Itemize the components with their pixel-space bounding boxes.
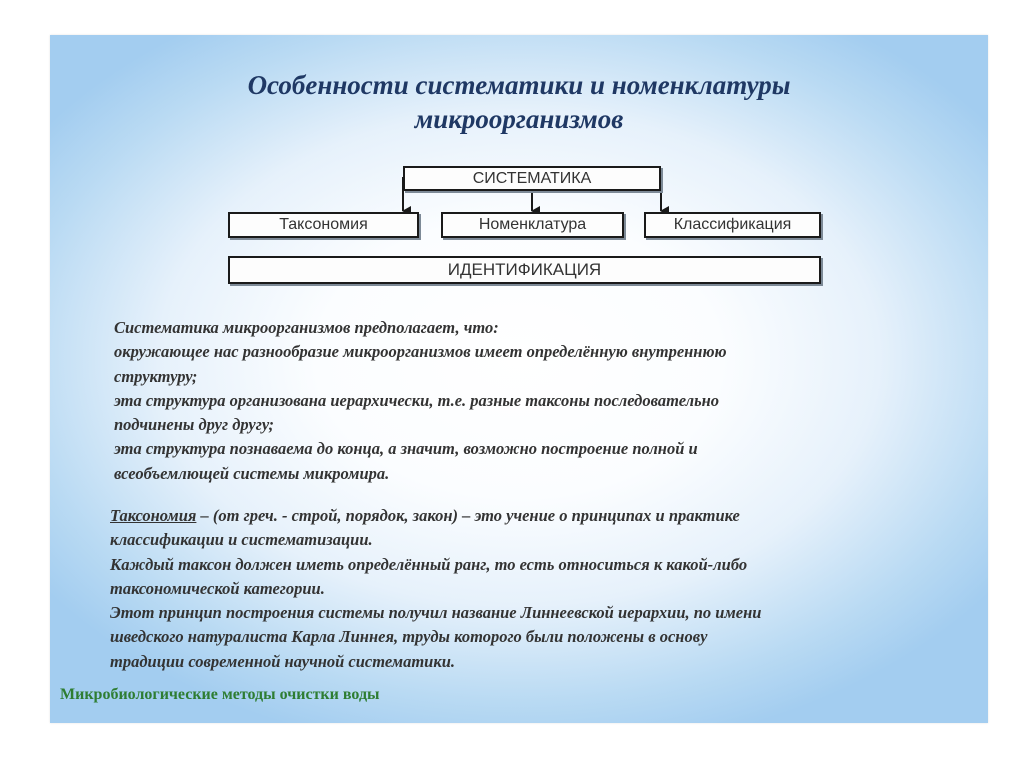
footer-caption: Микробиологические методы очистки воды [60,686,380,703]
text-line: Этот принцип построения системы получил название Линнеевской иерархии, по имени [110,603,762,623]
slide-title-line-1: Особенности систематики и номенклатуры [247,70,791,100]
text-line: таксономической категории. [110,578,325,598]
text-line: Каждый таксон должен иметь определённый ранг, то есть относиться к какой-либо [110,554,748,574]
taxonomy-paragraph [110,504,930,674]
text-line: Систематика микроорганизмов предполагает, что: [114,318,499,337]
slide-title-line-2: микроорганизмов [414,104,624,134]
text-line: подчинены друг другу; [114,415,275,435]
text-line: структуру; [114,366,198,386]
text-line: традиции современной научной систематики. [110,651,456,671]
taxonomy-term: Таксономия [110,506,197,525]
diagram-box-systematics: СИСТЕМАТИКА [403,166,661,191]
text-line: эта структура познаваема до конца, а значит, возможно построение полной и [114,439,698,459]
text-line [110,504,930,528]
diagram-box-taxonomy: Таксономия [228,212,419,238]
text-line: всеобъемлющей системы микромира. [114,463,390,483]
systematics-paragraph [114,316,914,486]
text-line: классификации и систематизации. [110,530,373,550]
slide [50,35,988,723]
text-line: шведского натуралиста Карла Линнея, труды которого были положены в основу [110,627,708,647]
text-line: эта структура организована иерархически, т.е. разные таксоны последовательно [114,390,720,410]
text-line: окружающее нас разнообразие микроорганизмов имеет определённую внутреннюю [114,342,727,362]
diagram-box-nomenclature: Номенклатура [441,212,624,238]
diagram-box-classification: Классификация [644,212,821,238]
diagram-box-identification: ИДЕНТИФИКАЦИЯ [228,256,821,284]
taxonomy-definition: – (от греч. - строй, порядок, закон) – это учение о принципах и практике [196,506,740,525]
